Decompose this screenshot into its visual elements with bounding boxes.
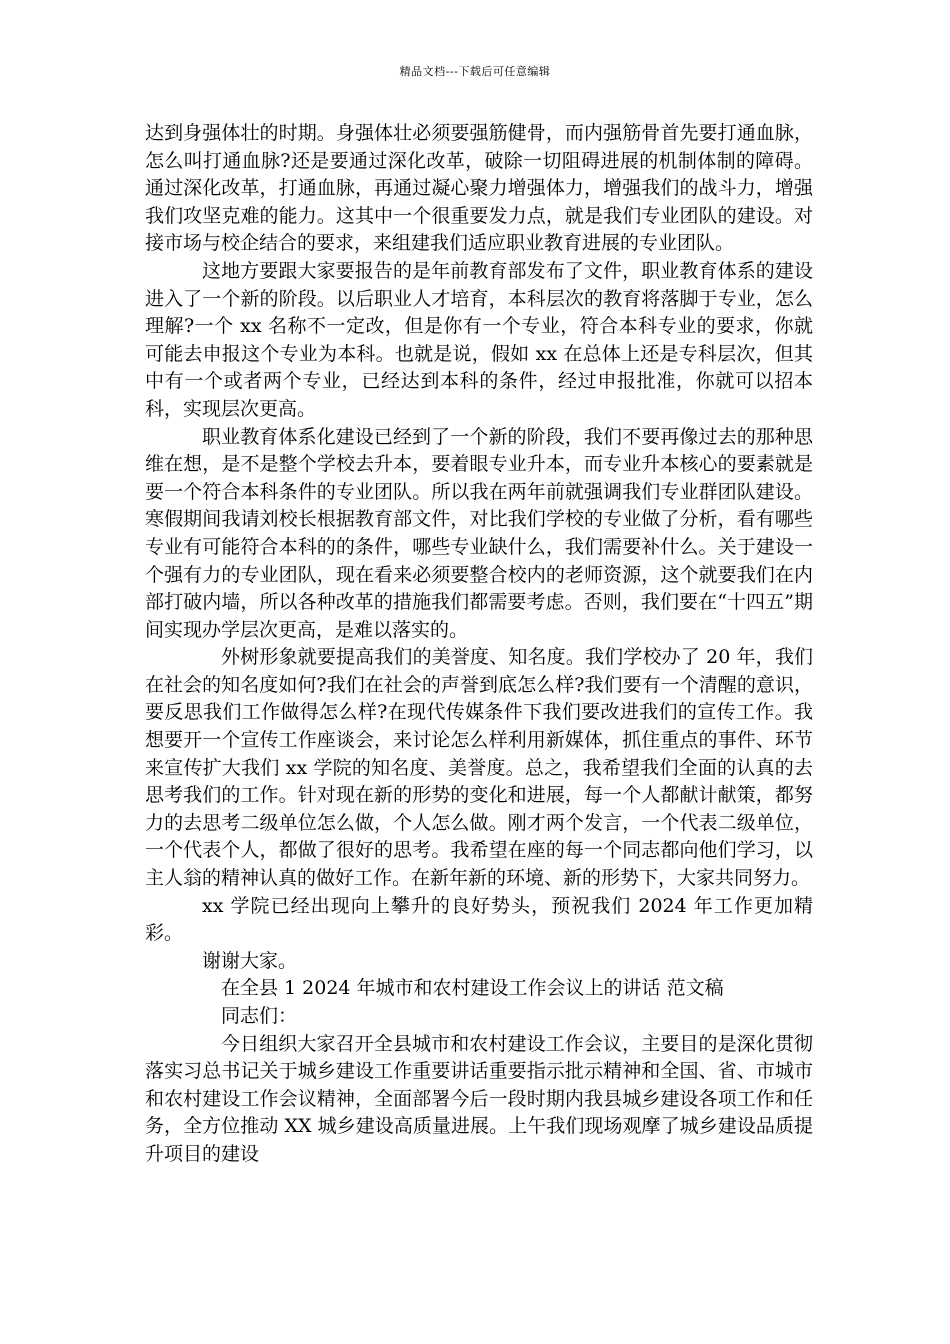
paragraph-6: 今日组织大家召开全县城市和农村建设工作会议，主要目的是深化贯彻落实习总书记关于城乡建设工作重要讲话重要指示批示精神和全国、省、市城市和农村建设工作会议精神，全面部署今后一段时期内我县城乡建设各项工作和任务，全方位推动 XX 城乡建设高质量进展。上午我们现场观摩了城乡建设品质提升项目的建设 [145, 1032, 813, 1165]
speech-title: 在全县 1 2024 年城市和农村建设工作会议上的讲话 范文稿 [221, 977, 724, 1000]
paragraph-4: 外树形象就要提高我们的美誉度、知名度。我们学校办了 20 年，我们在社会的知名度如何?我们在社会的声誉到底怎么样?我们要有一个清醒的意识，要反思我们工作做得怎么样?在现代传媒条件下我们要改进我们的宣传工作。我想要开一个宣传工作座谈会，来讨论怎么样利用新媒体，抓住重点的事件、环节来宣传扩大我们 xx 学院的知名度、美誉度。总之，我希望我们全面的认真的去思考我们的工作。针对现在新的形势的变化和进展，每一个人都献计献策，都努力的去思考二级单位怎么做，个人怎么做。刚才两个发言，一个代表二级单位，一个代表个人，都做了很好的思考。我希望在座的每一个同志都向他们学习，以主人翁的精神认真的做好工作。在新年新的环境、新的形势下，大家共同努力。 [145, 646, 813, 890]
paragraph-2: 这地方要跟大家要报告的是年前教育部发布了文件，职业教育体系的建设进入了一个新的阶段。以后职业人才培育，本科层次的教育将落脚于专业，怎么理解?一个 xx 名称不一定改，但是你有一个专业，符合本科专业的要求，你就可能去申报这个专业为本科。也就是说，假如 xx 在总体上还是专科层次，但其中有一个或者两个专业，已经达到本科的条件，经过申报批准，你就可以招本科，实现层次更高。 [145, 259, 813, 420]
paragraph-3: 职业教育体系化建设已经到了一个新的阶段，我们不要再像过去的那种思维在想，是不是整个学校去升本，要着眼专业升本，而专业升本核心的要素就是要一个符合本科条件的专业团队。所以我在两年前就强调我们专业群团队建设。寒假期间我请刘校长根据教育部文件，对比我们学校的专业做了分析，看有哪些专业有可能符合本科的的条件，哪些专业缺什么，我们需要补什么。关于建设一个强有力的专业团队，现在看来必须要整合校内的老师资源，这个就要我们在内部打破内墙，所以各种改革的措施我们都需要考虑。否则，我们要在“十四五”期间实现办学层次更高，是难以落实的。 [145, 425, 813, 641]
document-body [145, 120, 813, 1169]
salutation: 同志们： [221, 1005, 298, 1027]
closing-thanks: 谢谢大家。 [202, 949, 298, 972]
paragraph-1: 达到身强体壮的时期。身强体壮必须要强筋健骨，而内强筋骨首先要打通血脉，怎么叫打通血脉?还是要通过深化改革，破除一切阻碍进展的机制体制的障碍。通过深化改革，打通血脉，再通过凝心聚力增强体力，增强我们的战斗力，增强我们攻坚克难的能力。这其中一个很重要发力点，就是我们专业团队的建设。对接市场与校企结合的要求，来组建我们适应职业教育进展的专业团队。 [145, 122, 813, 255]
paragraph-5: xx 学院已经出现向上攀升的良好势头，预祝我们 2024 年工作更加精彩。 [145, 894, 813, 945]
page-header: 精品文档---下载后可任意编辑 [399, 65, 551, 78]
